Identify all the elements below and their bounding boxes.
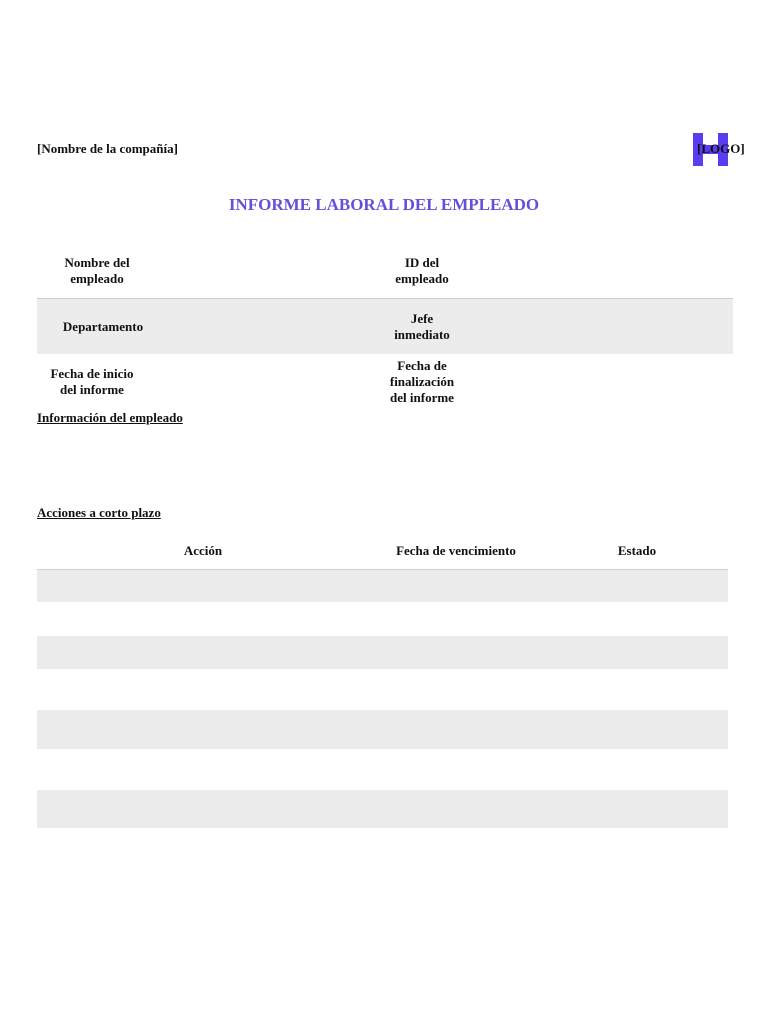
document-title: INFORME LABORAL DEL EMPLEADO	[228, 195, 540, 214]
end-date-label: Fecha de finalización del informe	[389, 358, 455, 405]
short-term-actions-heading: Acciones a corto plazo	[37, 505, 161, 520]
info-row-divider	[37, 298, 733, 299]
logo-placeholder-text: [LOGO]	[697, 141, 745, 156]
manager-label: Jefe inmediato	[394, 311, 450, 342]
employee-name-label: Nombre del empleado	[64, 255, 130, 286]
start-date-label: Fecha de inicio del informe	[50, 366, 134, 397]
table-row	[37, 570, 728, 602]
employee-id-label: ID del empleado	[395, 255, 449, 286]
table-row	[37, 710, 728, 749]
employee-info-heading: Información del empleado	[37, 410, 183, 425]
due-date-column-header: Fecha de vencimiento	[396, 543, 516, 558]
action-column-header: Acción	[183, 543, 223, 558]
department-label: Departamento	[62, 319, 144, 334]
company-name: [Nombre de la compañía]	[37, 141, 178, 156]
table-row	[37, 636, 728, 669]
table-row	[37, 790, 728, 828]
status-column-header: Estado	[617, 543, 657, 558]
